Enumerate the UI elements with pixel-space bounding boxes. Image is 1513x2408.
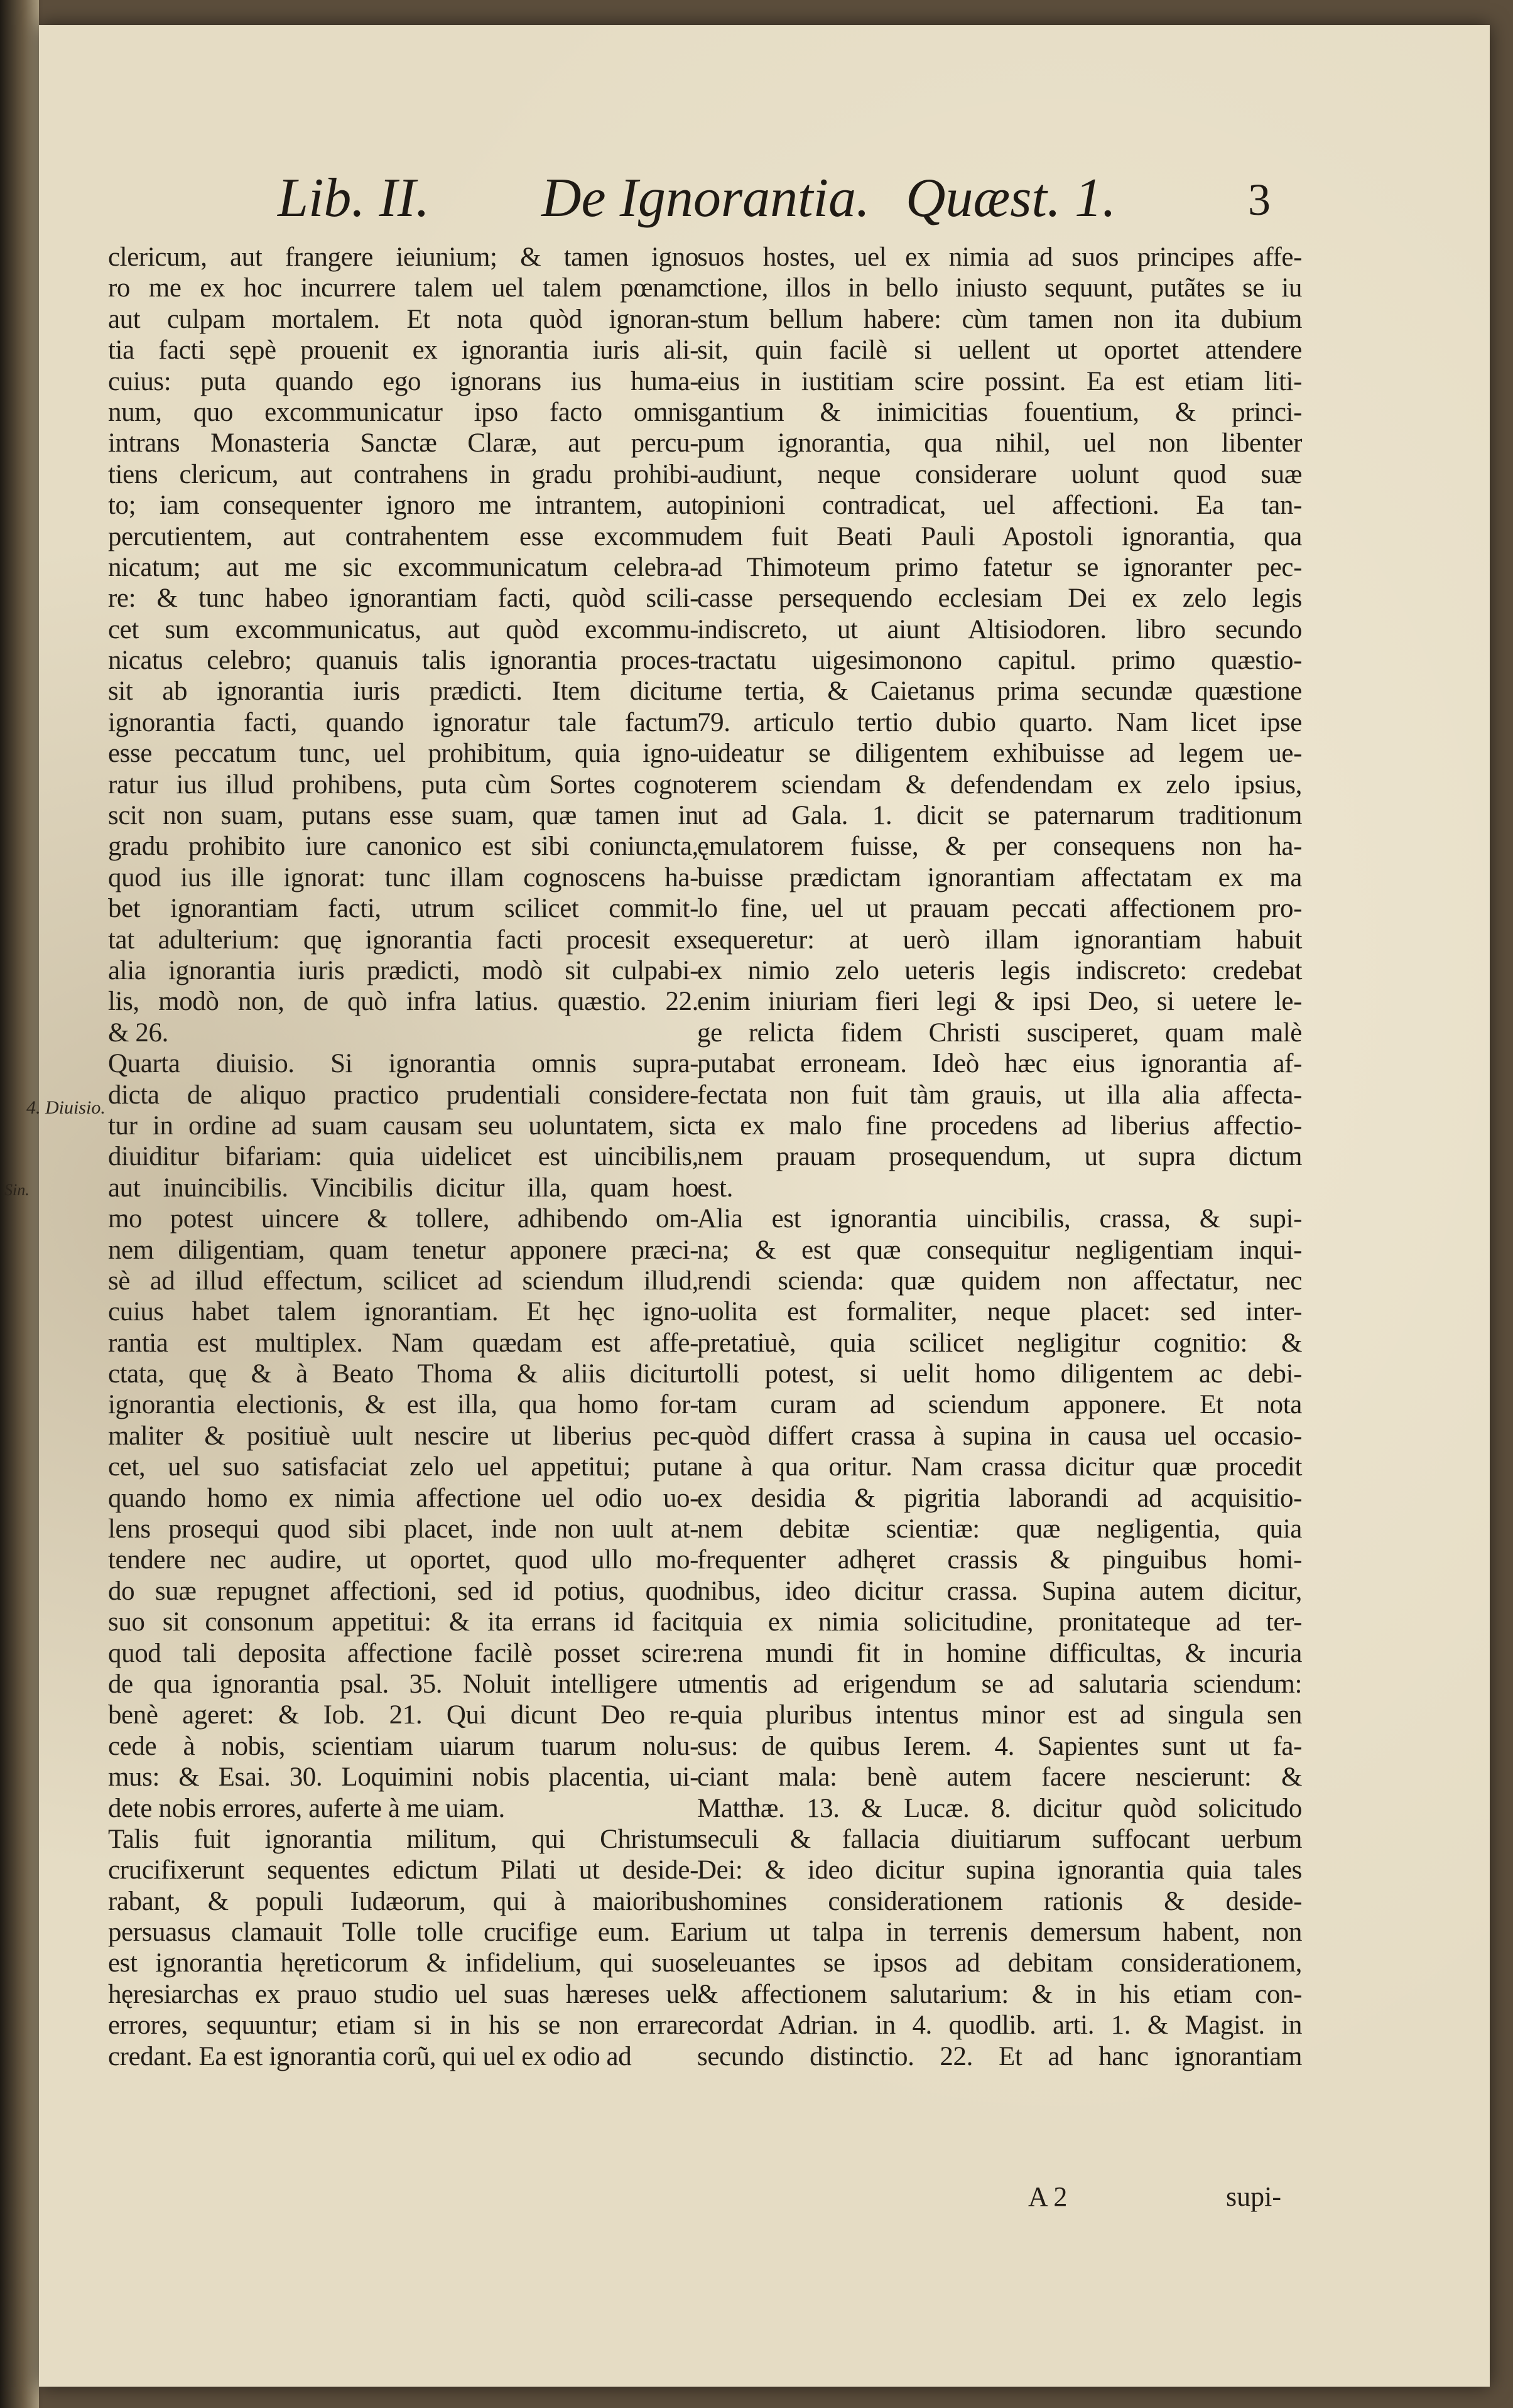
- text-line: ge relicta fidem Christi susciperet, quam malè: [697, 1017, 1302, 1048]
- text-line: esse peccatum tunc, uel prohibitum, quia igno-: [108, 739, 698, 769]
- text-line: enim iniuriam fieri legi & ipsi Deo, si uetere le-: [697, 987, 1302, 1017]
- book-page: [4, 25, 1490, 2387]
- text-line: aut culpam mortalem. Et nota quòd ignoran-: [108, 304, 698, 334]
- text-line: eius in iustitiam scire possint. Ea est etiam liti-: [697, 366, 1302, 396]
- text-line: nicatum; aut me sic excommunicatum celebra-: [108, 552, 698, 582]
- text-line: ęmulatorem fuisse, & per consequens non ha-: [697, 832, 1302, 862]
- text-line: ignorantia electionis, & est illa, qua homo for-: [108, 1390, 698, 1420]
- text-line: quia pluribus intentus minor est ad singula sen: [697, 1700, 1302, 1730]
- text-line: Matthæ. 13. & Lucæ. 8. dicitur quòd solicitudo: [697, 1793, 1302, 1823]
- text-line: suos hostes, uel ex nimia ad suos principes affe-: [697, 242, 1302, 272]
- text-line: eleuantes se ipsos ad debitam considerationem,: [697, 1948, 1302, 1978]
- text-line: uideatur se diligentem exhibuisse ad legem ue-: [697, 739, 1302, 769]
- text-line: ta ex malo fine procedens ad liberius affectio-: [697, 1110, 1302, 1141]
- text-line: num, quo excommunicatur ipso facto omnis: [108, 397, 698, 427]
- text-line: tendere nec audire, ut oportet, quod ullo mo-: [108, 1545, 698, 1575]
- text-line: nibus, ideo dicitur crassa. Supina autem dicitur,: [697, 1576, 1302, 1606]
- text-line: cede à nobis, scientiam uiarum tuarum nolu-: [108, 1731, 698, 1761]
- text-line: est.: [697, 1173, 733, 1203]
- text-line: nem prauam prosequendum, ut supra dictum: [697, 1142, 1302, 1172]
- text-line: pretatiuè, quia scilicet negligitur cognitio: &: [697, 1328, 1302, 1358]
- text-line: secundo distinctio. 22. Et ad hanc ignorantiam: [697, 2041, 1302, 2071]
- text-line: tam curam ad sciendum apponere. Et nota: [697, 1390, 1302, 1420]
- text-line: tur in ordine ad suam causam seu uoluntatem, sic: [108, 1110, 698, 1141]
- text-line: lo fine, uel ut prauam peccati affectionem pro-: [697, 894, 1302, 924]
- text-line: errores, sequuntur; etiam si in his se non errare: [108, 2010, 698, 2041]
- text-line: ne à qua oritur. Nam crassa dicitur quæ procedit: [697, 1452, 1302, 1482]
- text-line: rantia est multiplex. Nam quædam est affe-: [108, 1328, 698, 1358]
- text-line: hęresiarchas ex prauo studio uel suas hæreses uel: [108, 1979, 698, 2009]
- text-line: ut ad Gala. 1. dicit se paternarum traditionum: [697, 801, 1302, 831]
- text-line: do suæ repugnet affectioni, sed id potius, quod: [108, 1576, 698, 1606]
- text-line: ex nimio zelo ueteris legis indiscreto: credebat: [697, 955, 1302, 985]
- text-line: de qua ignorantia psal. 35. Noluit intelligere ut: [108, 1669, 698, 1699]
- text-line: maliter & positiuè uult nescire ut liberius pec-: [108, 1421, 698, 1451]
- text-line: percutientem, aut contrahentem esse excommu: [108, 521, 698, 551]
- text-line: frequenter adhęret crassis & pinguibus homi-: [697, 1545, 1302, 1575]
- text-line: Alia est ignorantia uincibilis, crassa, & supi-: [697, 1204, 1302, 1234]
- text-line: benè ageret: & Iob. 21. Qui dicunt Deo re-: [108, 1700, 698, 1730]
- text-line: cet, uel suo satisfaciat zelo uel appetitui; puta: [108, 1452, 698, 1482]
- text-line: rena mundi fit in homine difficultas, & incuria: [697, 1638, 1302, 1668]
- text-line: intrans Monasteria Sanctæ Claræ, aut percu-: [108, 428, 698, 458]
- text-line: mentis ad erigendum se ad salutaria sciendum:: [697, 1669, 1302, 1699]
- text-line: suo sit consonum appetitui: & ita errans id facit: [108, 1607, 698, 1637]
- text-line: cordat Adrian. in 4. quodlib. arti. 1. & Magist. in: [697, 2010, 1302, 2041]
- text-line: sè ad illud effectum, scilicet ad sciendum illud,: [108, 1266, 698, 1296]
- text-line: mus: & Esai. 30. Loquimini nobis placentia, ui-: [108, 1762, 698, 1792]
- text-line: crucifixerunt sequentes edictum Pilati ut deside-: [108, 1855, 698, 1885]
- text-line: sus: de quibus Ierem. 4. Sapientes sunt ut fa-: [697, 1731, 1302, 1761]
- text-line: buisse prædictam ignorantiam affectatam ex ma: [697, 862, 1302, 892]
- text-line: bet ignorantiam facti, utrum scilicet commit-: [108, 894, 698, 924]
- text-line: stum bellum habere: cùm tamen non ita dubium: [697, 304, 1302, 334]
- running-head-title: De Ignorantia.: [541, 168, 870, 229]
- text-line: sit ab ignorantia iuris prædicti. Item dicitur: [108, 676, 698, 707]
- text-line: est ignorantia hęreticorum & infidelium, qui suos: [108, 1948, 698, 1978]
- text-line: pum ignorantia, qua nihil, uel non libenter: [697, 428, 1302, 458]
- running-head: [39, 166, 1490, 236]
- text-line: rabant, & populi Iudæorum, qui à maioribus: [108, 1886, 698, 1916]
- text-line: & affectionem salutarium: & in his etiam con-: [697, 1979, 1302, 2009]
- text-line: audiunt, neque considerare uolunt quod suæ: [697, 459, 1302, 489]
- left-text-column: [108, 242, 698, 2072]
- text-line: lens prosequi quod sibi placet, inde non uult at-: [108, 1514, 698, 1544]
- text-line: rium ut talpa in terrenis demersum habent, non: [697, 1917, 1302, 1948]
- margin-note-quarta-diuisio: 4. Diuisio.: [26, 1097, 106, 1118]
- running-head-book: Lib. II.: [278, 168, 430, 229]
- text-line: terem sciendam & defendendam ex zelo ipsius,: [697, 769, 1302, 800]
- text-line: nem diligentiam, quam tenetur apponere præci-: [108, 1235, 698, 1265]
- text-line: ad Thimoteum primo fatetur se ignoranter pec-: [697, 552, 1302, 582]
- text-line: ctata, quę & à Beato Thoma & aliis dicitur: [108, 1359, 698, 1389]
- text-line: credant. Ea est ignorantia corũ, qui uel ex odio ad: [108, 2041, 632, 2071]
- text-line: quia ex nimia solicitudine, pronitateque ad ter-: [697, 1607, 1302, 1637]
- text-line: tiens clericum, aut contrahens in gradu prohibi-: [108, 459, 698, 489]
- text-line: & 26.: [108, 1017, 168, 1048]
- text-line: nicatus celebro; quanuis talis ignorantia proces-: [108, 646, 698, 676]
- text-line: aut inuincibilis. Vincibilis dicitur illa, quam ho: [108, 1173, 698, 1203]
- text-line: quando homo ex nimia affectione uel odio uo-: [108, 1483, 698, 1513]
- catchword: supi-: [1226, 2181, 1281, 2212]
- text-line: alia ignorantia iuris prædicti, modò sit culpabi-: [108, 955, 698, 985]
- text-line: ciant mala: benè autem facere nescierunt: &: [697, 1762, 1302, 1792]
- text-line: ratur ius illud prohibens, puta cùm Sortes cogno: [108, 769, 698, 800]
- text-line: dem fuit Beati Pauli Apostoli ignorantia, qua: [697, 521, 1302, 551]
- text-line: quod tali deposita affectione facilè posset scire:: [108, 1638, 698, 1668]
- text-line: tat adulterium: quę ignorantia facti procesit ex: [108, 925, 698, 955]
- previous-page-edge: [0, 0, 39, 2408]
- text-line: mo potest uincere & tollere, adhibendo om-: [108, 1204, 698, 1234]
- text-line: cuius habet talem ignorantiam. Et hęc igno-: [108, 1297, 698, 1327]
- text-line: ex desidia & pigritia laborandi ad acquisitio-: [697, 1483, 1302, 1513]
- text-line: quòd differt crassa à supina in causa uel occasio-: [697, 1421, 1302, 1451]
- folio-number: 3: [1248, 175, 1271, 225]
- text-line: tolli potest, si uelit homo diligentem ac debi-: [697, 1359, 1302, 1389]
- text-line: cuius: puta quando ego ignorans ius huma-: [108, 366, 698, 396]
- text-line: gantium & inimicitias fouentium, & princi-: [697, 397, 1302, 427]
- text-line: homines considerationem rationis & deside-: [697, 1886, 1302, 1916]
- text-line: Talis fuit ignorantia militum, qui Christum: [108, 1824, 698, 1854]
- text-line: dete nobis errores, auferte à me uiam.: [108, 1793, 505, 1823]
- text-line: ctione, illos in bello iniusto sequunt, putãtes se iu: [697, 273, 1302, 303]
- text-line: clericum, aut frangere ieiunium; & tamen igno: [108, 242, 698, 272]
- text-line: tia facti sępè prouenit ex ignorantia iuris ali-: [108, 335, 698, 366]
- margin-note-sin: Sin.: [4, 1181, 30, 1199]
- text-line: quod ius ille ignorat: tunc illam cognoscens ha-: [108, 862, 698, 892]
- text-line: opinioni contradicat, uel affectioni. Ea tan-: [697, 491, 1302, 521]
- text-line: lis, modò non, de quò infra latius. quæstio. 22.: [108, 987, 698, 1017]
- text-line: ne tertia, & Caietanus prima secundæ quæstione: [697, 676, 1302, 707]
- text-line: nem debitæ scientiæ: quæ negligentia, quia: [697, 1514, 1302, 1544]
- text-line: uolita est formaliter, neque placet: sed inter-: [697, 1297, 1302, 1327]
- text-line: to; iam consequenter ignoro me intrantem, aut: [108, 491, 698, 521]
- text-line: persuasus clamauit Tolle tolle crucifige eum. Ea: [108, 1917, 698, 1948]
- text-line: sit, quin facilè si uellent ut oportet attendere: [697, 335, 1302, 366]
- running-head-question: Quæst. 1.: [906, 168, 1116, 229]
- right-text-column: [697, 242, 1302, 2072]
- text-line: re: & tunc habeo ignorantiam facti, quòd scili-: [108, 583, 698, 614]
- text-line: casse persequendo ecclesiam Dei ex zelo legis: [697, 583, 1302, 614]
- text-line: tractatu uigesimonono capitul. primo quæstio-: [697, 646, 1302, 676]
- text-line: na; & est quæ consequitur negligentiam inqui-: [697, 1235, 1302, 1265]
- text-line: dicta de aliquo practico prudentiali considere-: [108, 1080, 698, 1110]
- text-line: ignorantia facti, quando ignoratur tale factum: [108, 707, 698, 737]
- text-line: diuiditur bifariam: quia uidelicet est uincibilis,: [108, 1142, 698, 1172]
- text-line: Quarta diuisio. Si ignorantia omnis supra-: [108, 1049, 698, 1079]
- text-line: Dei: & ideo dicitur supina ignorantia quia tales: [697, 1855, 1302, 1885]
- text-line: ro me ex hoc incurrere talem uel talem pœnam: [108, 273, 698, 303]
- text-line: sequeretur: at uerò illam ignorantiam habuit: [697, 925, 1302, 955]
- text-line: 79. articulo tertio dubio quarto. Nam licet ipse: [697, 707, 1302, 737]
- text-line: rendi scienda: quæ quidem non affectatur, nec: [697, 1266, 1302, 1296]
- text-line: putabat erroneam. Ideò hæc eius ignorantia af-: [697, 1049, 1302, 1079]
- text-line: seculi & fallacia diuitiarum suffocant uerbum: [697, 1824, 1302, 1854]
- text-line: indiscreto, ut aiunt Altisiodoren. libro secundo: [697, 614, 1302, 644]
- signature-mark: A 2: [1028, 2181, 1068, 2212]
- text-line: cet sum excommunicatus, aut quòd excommu-: [108, 614, 698, 644]
- text-line: fectata non fuit tàm grauis, ut illa alia affecta-: [697, 1080, 1302, 1110]
- text-line: gradu prohibito iure canonico est sibi coniuncta,: [108, 832, 698, 862]
- text-line: scit non suam, putans esse suam, quæ tamen in: [108, 801, 698, 831]
